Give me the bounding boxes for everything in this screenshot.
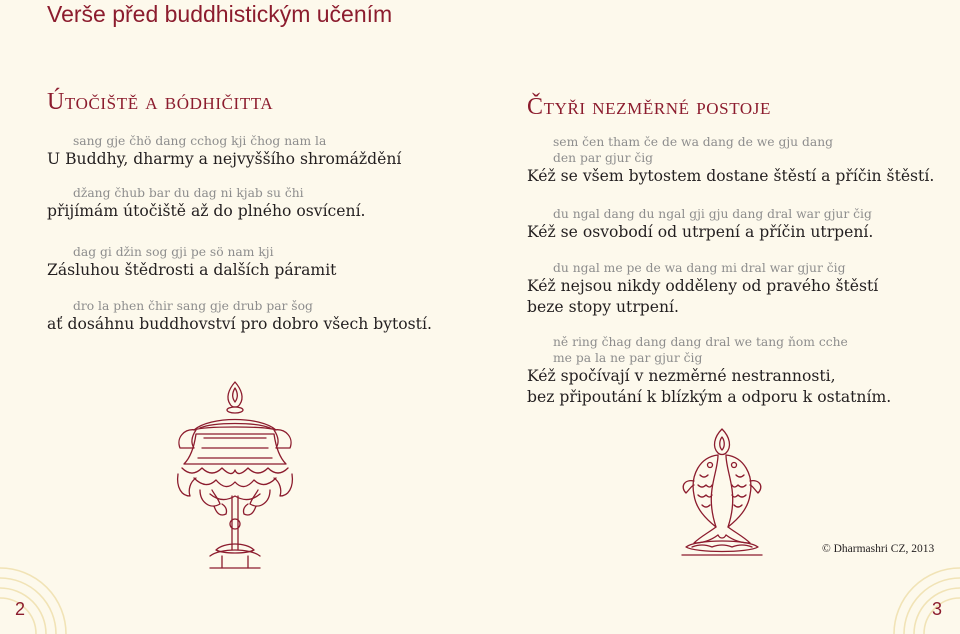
golden-fish-icon [672,425,772,559]
left-verse-2 [47,185,366,222]
verse-transliteration: den par gjur čig [553,151,654,165]
right-verse-4 [527,334,891,408]
verse-translation: Kéž se všem bytostem dostane štěstí a příčin štěstí. [527,167,935,185]
verse-transliteration: džang čhub bar du dag ni kjab su čhi [73,186,304,200]
victory-banner-icon [170,378,300,578]
verse-translation: U Buddhy, dharmy a nejvyššího shromáždění [47,150,402,168]
left-verse-4 [47,298,432,335]
verse-translation: Kéž nejsou nikdy odděleny od pravého štěstí [527,277,879,295]
corner-ornament-left [0,560,80,634]
verse-translation: Kéž spočívají v nezměrné nestrannosti, [527,367,836,385]
left-verse-3 [47,244,336,281]
verse-translation: přijímám útočiště až do plného osvícení. [47,202,366,220]
verse-transliteration: sang gje čhö dang cchog kji čhog nam la [73,134,327,148]
verse-transliteration: du ngal me pe de wa dang mi dral war gjur čig [553,261,846,275]
verse-translation: ať dosáhnu buddhovství pro dobro všech bytostí. [47,315,432,333]
verse-translation: Zásluhou štědrosti a dalších páramit [47,261,337,279]
verse-translation: Kéž se osvobodí od utrpení a příčin utrpení. [527,223,874,241]
left-verse-1 [47,133,401,170]
page-number-right: 3 [932,599,943,619]
verse-transliteration: sem čen tham če de wa dang de we gju dang [553,135,833,149]
page-number-left: 2 [15,599,26,619]
right-verse-1 [527,134,934,187]
verse-transliteration: ně ring čhag dang dang dral we tang ňom cche [553,335,848,349]
corner-ornament-right [880,560,960,634]
verse-transliteration: du ngal dang du ngal gji gju dang dral war gjur čig [553,207,872,221]
right-section-heading: Čtyři nezměrné postoje [527,94,771,120]
verse-translation: beze stopy utrpení. [527,298,679,316]
verse-transliteration: me pa la ne par gjur čig [553,351,703,365]
copyright-notice: © Dharmashri CZ, 2013 [822,543,935,555]
right-verse-2 [527,206,873,243]
verse-transliteration: dag gi džin sog gji pe sö nam kji [73,245,274,259]
verse-transliteration: dro la phen čhir sang gje drub par šog [73,299,313,313]
page-title: Verše před buddhistickým učením [47,1,393,27]
right-verse-3 [527,260,878,318]
left-section-heading: Útočiště a bódhičitta [47,89,274,115]
verse-translation: bez připoutání k blízkým a odporu k ostatním. [527,388,892,406]
